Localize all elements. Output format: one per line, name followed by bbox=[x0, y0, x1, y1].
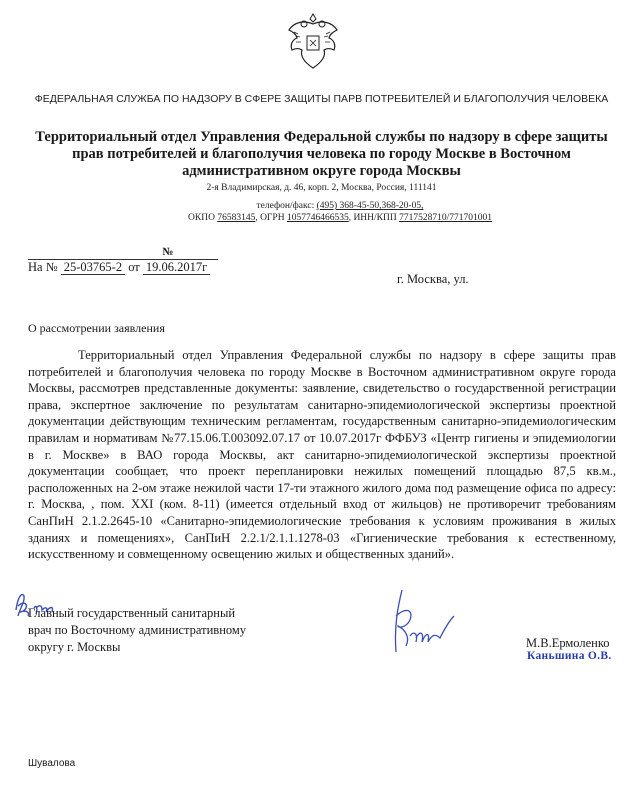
executor-name: Шувалова bbox=[28, 758, 76, 769]
registration-codes: ОКПО 76583145, ОГРН 1057746466535, ИНН/КПП 7717528710/771701001 bbox=[188, 213, 492, 223]
incoming-reference: На № 25-03765-2 от 19.06.2017г bbox=[28, 260, 210, 275]
signatory-title: Главный государственный санитарный врач по Восточному административному округу г. Москвы bbox=[28, 606, 247, 654]
body-paragraph: Территориальный отдел Управления Федеральной службы по надзору в сфере защиты прав потребителей и благополучия человека по городу Москве в Восточном административном округе города Москвы, рассмотрев представленные документы: заявление, свидетельство о государственной регистрации права, экспертное заключение по результатам санитарно-эпидемиологической экспертизы проектной документации действующим техническим регламентам, государственным санитарно-эпидемиологическим правилам и нормативам №77.15.06.Т.003092.07.17 от 10.07.2017г ФФБУЗ «Центр гигиены и эпидемиологии в г. Москве» в ВАО города Москвы, акт санитарно-эпидемиологической экспертизы проектной документации сообщает, что проект перепланировки нежилых помещений площадью 87,5 кв.м., расположенных на 2-ом этаже нежилой части 17-ти этажного жилого дома под размещение офиса по адресу: г. Москва, , пом. XXI (ком. 8-11) (имеется отдельный вход от жильцов) не противоречит требованиям СанПиН 2.1.2.2645-10 «Санитарно-эпидемиологические требования к условиям проживания в жилых зданиях и помещениях», СанПиН 2.2.1/2.1.1.1278-03 «Гигиенические требования к естественному, искусственному и совмещенному освещению жилых и общественных зданий». bbox=[28, 348, 616, 562]
city-address: г. Москва, ул. bbox=[397, 272, 469, 286]
department-name: Территориальный отдел Управления Федеральной службы по надзору в сфере защиты прав потребителей и благополучия человека по городу Москве в Восточном административном округе города Москвы bbox=[35, 129, 608, 179]
letter-body bbox=[28, 347, 616, 563]
signature-icon bbox=[380, 586, 460, 666]
agency-name: ФЕДЕРАЛЬНАЯ СЛУЖБА ПО НАДЗОРУ В СФЕРЕ ЗАЩИТЫ ПАРВ ПОТРЕБИТЕЛЕЙ И БЛАГОПОЛУЧИЯ ЧЕЛОВЕКА bbox=[34, 93, 609, 105]
phone-value: (495) 368-45-50,368-20-05, bbox=[316, 201, 424, 211]
signer-name: М.В.Ермоленко bbox=[526, 636, 610, 650]
okpo-value: 76583145 bbox=[217, 213, 256, 223]
phone-fax: телефон/факс: (495) 368-45-50,368-20-05, bbox=[256, 201, 424, 211]
department-address: 2-я Владимирская, д. 46, корп. 2, Москва, Россия, 111141 bbox=[206, 183, 437, 193]
coat-of-arms-icon bbox=[284, 10, 342, 72]
ogrn-value: 1057746466535 bbox=[286, 213, 349, 223]
reference-number: 25-03765-2 bbox=[61, 260, 125, 275]
stamp-name: Каньшина О.В. bbox=[527, 650, 612, 662]
inn-value: 7717528710/771701001 bbox=[399, 213, 492, 223]
outgoing-number-field: № bbox=[28, 246, 218, 260]
reference-date: 19.06.2017г bbox=[143, 260, 210, 275]
letter-subject: О рассмотрении заявления bbox=[28, 321, 165, 335]
